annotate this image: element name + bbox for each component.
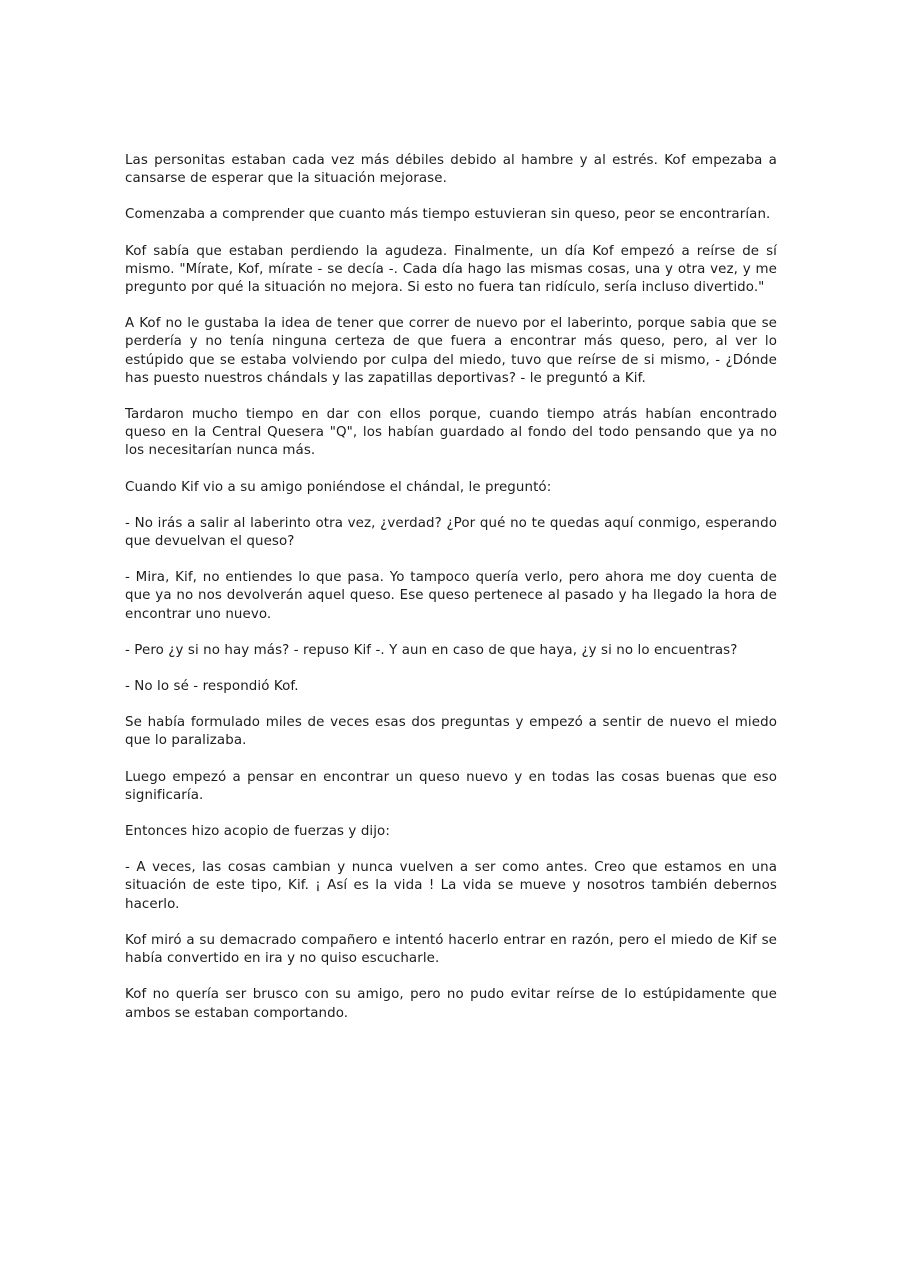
paragraph: Kof sabía que estaban perdiendo la agudeza. Finalmente, un día Kof empezó a reírse de sí mismo. "Mírate, Kof, mírate - se decía -. Cada día hago las mismas cosas, una y otra vez, y me pregunto por qué la situación no mejora. Si esto no fuera tan ridículo, sería incluso divertido." [125,243,777,296]
paragraph: - A veces, las cosas cambian y nunca vuelven a ser como antes. Creo que estamos en una situación de este tipo, Kif. ¡ Así es la vida ! La vida se mueve y nosotros también debernos hacerlo. [125,860,777,912]
document-page [125,152,777,1041]
paragraph: Cuando Kif vio a su amigo poniéndose el chándal, le preguntó: [125,479,552,495]
paragraph: Entonces hizo acopio de fuerzas y dijo: [125,824,390,840]
paragraph: Kof miró a su demacrado compañero e intentó hacerlo entrar en razón, pero el miedo de Kif se había convertido en ira y no quiso escucharle. [125,932,777,967]
paragraph: Comenzaba a comprender que cuanto más tiempo estuvieran sin queso, peor se encontrarían. [125,207,771,223]
paragraph: Tardaron mucho tiempo en dar con ellos porque, cuando tiempo atrás habían encontrado queso en la Central Quesera "Q", los habían guardado al fondo del todo pensando que ya no los necesitarían nunca más. [125,407,777,459]
paragraph: - Mira, Kif, no entiendes lo que pasa. Yo tampoco quería verlo, pero ahora me doy cuenta de que ya no nos devolverán aquel queso. Ese queso pertenece al pasado y ha llegado la hora de encontrar uno nuevo. [125,570,777,622]
paragraph: Kof no quería ser brusco con su amigo, pero no pudo evitar reírse de lo estúpidamente que ambos se estaban comportando. [125,987,777,1021]
paragraph: - No lo sé - respondió Kof. [125,679,299,695]
paragraph: A Kof no le gustaba la idea de tener que correr de nuevo por el laberinto, porque sabia que se perdería y no tenía ninguna certeza de que fuera a encontrar más queso, pero, al ver lo estúpido que se estaba volviendo por culpa del miedo, tuvo que reírse de si mismo, - ¿Dónde has puesto nuestros chándals y las zapatillas deportivas? - le preguntó a Kif. [125,316,777,386]
paragraph: Se había formulado miles de veces esas dos preguntas y empezó a sentir de nuevo el miedo que lo paralizaba. [125,715,777,749]
paragraph: - Pero ¿y si no hay más? - repuso Kif -. Y aun en caso de que haya, ¿y si no lo encuentras? [125,642,738,658]
paragraph: Las personitas estaban cada vez más débiles debido al hambre y al estrés. Kof empezaba a cansarse de esperar que la situación mejorase. [125,153,777,187]
paragraph: - No irás a salir al laberinto otra vez, ¿verdad? ¿Por qué no te quedas aquí conmigo, esperando que devuelvan el queso? [125,515,777,550]
paragraph: Luego empezó a pensar en encontrar un queso nuevo y en todas las cosas buenas que eso significaría. [125,769,777,803]
